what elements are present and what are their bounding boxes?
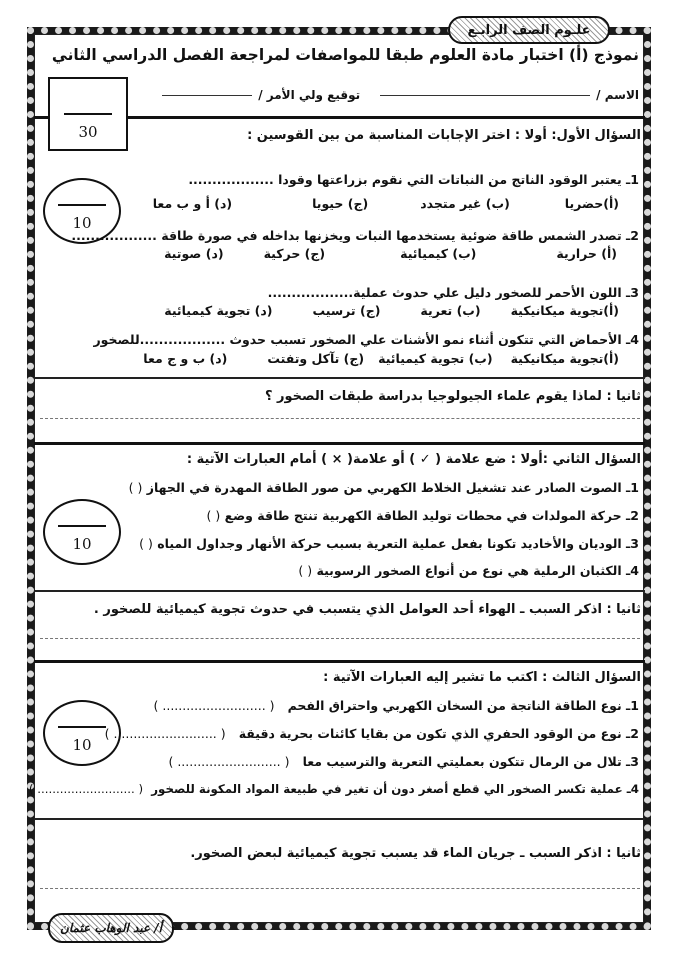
answer-blank[interactable]: ( .......................... ) [104, 726, 226, 741]
q3-item-2 [105, 726, 639, 741]
q1-item-1: 1ـ يعتبر الوقود الناتج من النباتات التي نقوم بزراعتها وقودا .................. [188, 172, 639, 187]
q1-score: 10 [72, 214, 92, 232]
answer-blank[interactable]: ( .......................... ) [28, 782, 144, 796]
q2-second-part: ثانيا : اذكر السبب ـ الهواء أحد العوامل الذي يتسبب في حدوث تجوية كيميائية للصخور . [93, 602, 641, 617]
q2-score: 10 [72, 535, 92, 553]
total-score: 30 [78, 123, 98, 141]
q3-score: 10 [72, 736, 92, 754]
q1-item-3-options [79, 303, 639, 318]
guardian-label: توقيع ولي الأمر / [258, 88, 361, 102]
q2-item-1 [129, 480, 639, 495]
statement: 2ـ نوع من الوقود الحفري الذي تكون من بقايا كائنات بحرية دقيقة [238, 726, 639, 741]
q3-second-part: ثانيا : اذكر السبب ـ جريان الماء قد يسبب تجوية كيميائية لبعض الصخور. [190, 846, 641, 861]
q1-item-3: 3ـ اللون الأحمر للصخور دليل علي حدوث عملية.................. [267, 285, 639, 300]
answer-line[interactable] [40, 638, 640, 639]
name-field[interactable] [380, 94, 590, 96]
statement: 2ـ حركة المولدات في محطات توليد الطاقة الكهربية تنتج طاقة وضع [224, 508, 639, 523]
section-divider [34, 377, 645, 379]
q1-second-part: ثانيا : لماذا يقوم علماء الجيولوجيا بدراسة طبقات الصخور ؟ [264, 389, 641, 404]
option[interactable]: (د) صوتية [164, 246, 224, 261]
score-line [64, 113, 112, 115]
q1-item-2: 2ـ تصدر الشمس طاقة ضوئية يستخدمها النبات ويخزنها بداخله في صورة طاقة .................. [71, 228, 639, 243]
name-label: الاسم / [596, 88, 639, 102]
statement: 1ـ الصوت الصادر عند تشغيل الخلاط الكهربي من صور الطاقة المهدرة في الجهاز [146, 480, 639, 495]
statement: 4ـ عملية تكسر الصخور الي قطع أصغر دون أن تغير في طبيعة المواد المكونة للصخور [151, 782, 639, 796]
q1-item-2-options [79, 246, 639, 261]
option[interactable]: (ج) تآكل وتفتت [267, 351, 365, 366]
subject-badge-text: علـوم الصف الرابـع [467, 22, 591, 38]
option[interactable]: (ج) ترسيب [312, 303, 381, 318]
statement: 4ـ الكثبان الرملية هي نوع من أنواع الصخور الرسوبية [316, 563, 639, 578]
option[interactable]: (د) أ و ب معا [152, 196, 233, 211]
total-score-box [48, 77, 128, 151]
author-badge [48, 913, 174, 943]
exam-title: نموذج (أ) اختبار مادة العلوم طبقا للمواصفات لمراجعة الفصل الدراسي الثاني [51, 46, 639, 64]
statement: 1ـ نوع الطاقة الناتجة من السخان الكهربي واحتراق الفحم [287, 698, 639, 713]
q3-item-3 [168, 754, 639, 769]
q1-item-1-options [79, 196, 639, 211]
author-name: أ/ عبد الوهاب عثمان [60, 921, 162, 935]
option[interactable]: (ب) كيميائية [400, 246, 477, 261]
q3-heading: السؤال الثالث : اكتب ما تشير إليه العبارات الآتية : [323, 670, 641, 685]
option[interactable]: (أ)حضريا [564, 196, 619, 211]
answer-box[interactable]: ( ) [298, 563, 313, 578]
section-divider [34, 660, 645, 663]
subject-badge [448, 16, 610, 44]
statement: 3ـ الوديان والأخاديد تكونا بفعل عملية التعرية بسبب حركة الأنهار وجداول المياه [157, 536, 639, 551]
option[interactable]: (د) ب و ج معا [143, 351, 228, 366]
statement: 3ـ تلال من الرمال تتكون بعمليتي التعرية والترسيب معا [302, 754, 639, 769]
q2-item-4 [298, 563, 639, 578]
q2-heading: السؤال الثاني :أولا : ضع علامة ( ✓ ) أو علامة( × ) أمام العبارات الآتية : [186, 452, 641, 467]
answer-line[interactable] [40, 888, 640, 889]
q3-item-4 [29, 782, 639, 796]
answer-box[interactable]: ( ) [139, 536, 153, 551]
q3-item-1 [154, 698, 639, 713]
q2-item-3 [139, 536, 639, 551]
answer-box[interactable]: ( ) [128, 480, 143, 495]
option[interactable]: (ب) تجوية كيميائية [378, 351, 493, 366]
option[interactable]: (أ)تجوية ميكانيكية [510, 303, 619, 318]
q1-heading: السؤال الأول: أولا : اختر الإجابات المناسبة من بين القوسين : [247, 128, 641, 143]
option[interactable]: (ب) غير متجدد [420, 196, 510, 211]
answer-blank[interactable]: ( .......................... ) [153, 698, 275, 713]
q1-item-4: 4ـ الأحماض التي تتكون أثناء نمو الأشنات علي الصخور تسبب حدوث ..................للصخور [93, 332, 639, 347]
answer-box[interactable]: ( ) [206, 508, 221, 523]
student-info-row [49, 88, 639, 102]
section-divider [34, 590, 645, 592]
guardian-signature-field[interactable] [162, 94, 252, 96]
section-divider [34, 818, 645, 820]
answer-line[interactable] [40, 418, 640, 419]
section-divider [34, 442, 645, 445]
option[interactable]: (أ) حرارية [556, 246, 617, 261]
q2-item-2 [206, 508, 639, 523]
option[interactable]: (أ)تجوية ميكانيكية [510, 351, 619, 366]
q2-score-circle [43, 499, 121, 565]
answer-blank[interactable]: ( .......................... ) [168, 754, 290, 769]
score-line [58, 726, 106, 728]
option[interactable]: (ج) حركية [263, 246, 326, 261]
score-line [58, 525, 106, 527]
option[interactable]: (د) تجوية كيميائية [164, 303, 273, 318]
option[interactable]: (ج) حيويا [312, 196, 369, 211]
option[interactable]: (ب) تعرية [420, 303, 481, 318]
q1-item-4-options [79, 351, 639, 366]
